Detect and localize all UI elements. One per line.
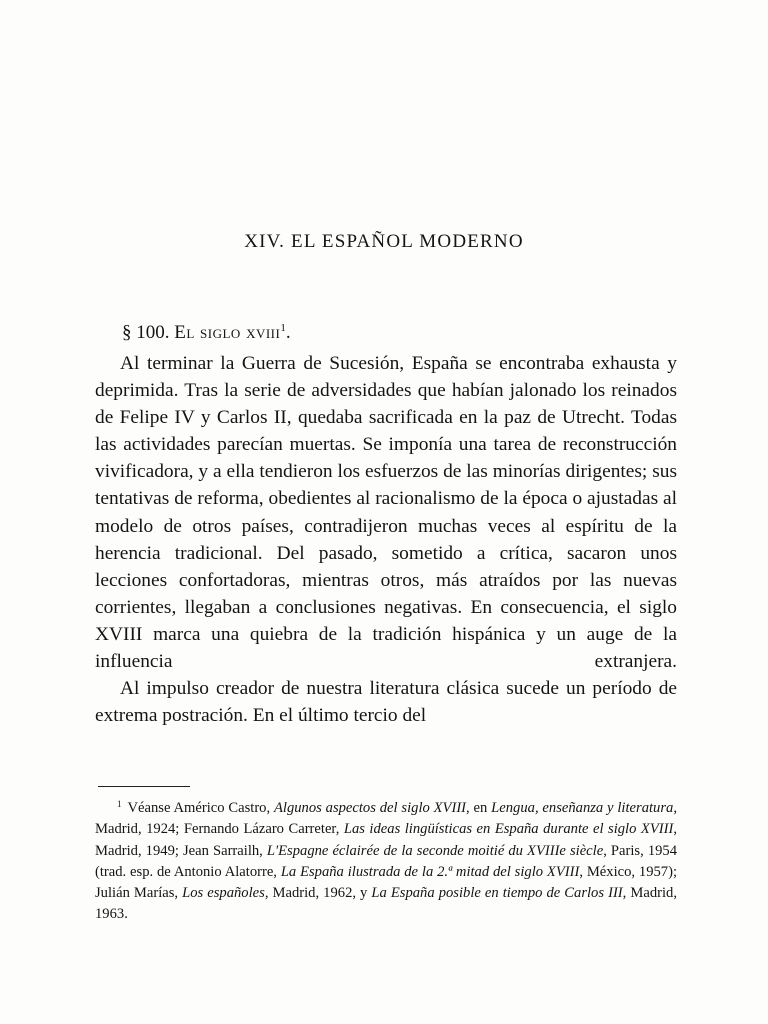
- footnote-text-segment: Véanse Américo Castro,: [127, 800, 274, 816]
- footnote-text-segment: , Madrid, 1924; Fernando Lázaro Carreter,: [95, 800, 677, 838]
- footnote-text-segment: , Madrid, 1962, y: [264, 885, 372, 902]
- footnote-text-segment: , México, 1957); Julián Marías,: [95, 863, 678, 902]
- section-heading: § 100. El siglo xviii$^1$.: [122, 322, 291, 343]
- footnote-title-segment: La España ilustrada de la 2.ª mitad del siglo XVIII: [280, 863, 580, 880]
- chapter-title: XIV. EL ESPAÑOL MODERNO: [244, 231, 524, 252]
- footnote-text-segment: , Madrid, 1963.: [95, 885, 677, 923]
- footnote-title-segment: Algunos aspectos del siglo XVIII: [273, 800, 467, 816]
- paragraph-1: Al terminar la Guerra de Sucesión, España se encontraba exhausta y deprimida. Tras la serie de adversidades que habían jalonado los reinados de Felipe IV y Carlos II, quedaba sacrificada en la paz de Utrecht. Todas las actividades parecían muertas. Se imponía una tarea de reconstrucción vivificadora, y a ella tendieron los esfuerzos de las minorías dirigentes; sus tentativas de reforma, obedientes al racionalismo de la época o ajustadas al modelo de otros países, contradijeron muchas veces al espíritu de la herencia tradicional. Del pasado, sometido a crítica, sacaron unos lecciones confortadoras, mientras otros, más atraídos por las nuevas corrientes, llegaban a conclusiones negativas. En consecuencia, el siglo XVIII marca una quiebra de la tradición hispánica y un auge de la influencia extranjera.: [95, 353, 677, 673]
- footnote-title-segment: Los españoles: [182, 885, 265, 902]
- body-text: [95, 350, 677, 729]
- footnote: [95, 794, 677, 926]
- footnote-reference: 1: [280, 322, 286, 334]
- footnote-text: [95, 800, 677, 922]
- footnote-mark: 1: [117, 799, 122, 809]
- paragraph-2: Al impulso creador de nuestra literatura clásica sucede un período de extrema postración. En el último tercio del: [95, 678, 677, 727]
- footnote-divider: [98, 786, 190, 787]
- footnote-title-segment: Lengua, enseñanza y literatura: [491, 800, 674, 816]
- footnote-title-segment: La España posible en tiempo de Carlos III: [371, 885, 623, 902]
- footnote-text-segment: , en: [466, 800, 492, 816]
- footnote-text-segment: , Madrid, 1949; Jean Sarrailh,: [95, 821, 677, 859]
- section-number: § 100.: [122, 322, 170, 343]
- footnote-title-segment: Las ideas lingüísticas en España durante el siglo XVIII: [343, 821, 674, 838]
- footnote-title-segment: L'Espagne éclairée de la seconde moitié du XVIIIe siècle: [266, 842, 604, 859]
- footnote-text-segment: , Paris, 1954 (trad. esp. de Antonio Alatorre,: [95, 842, 678, 880]
- section-title: El siglo xviii: [174, 322, 281, 343]
